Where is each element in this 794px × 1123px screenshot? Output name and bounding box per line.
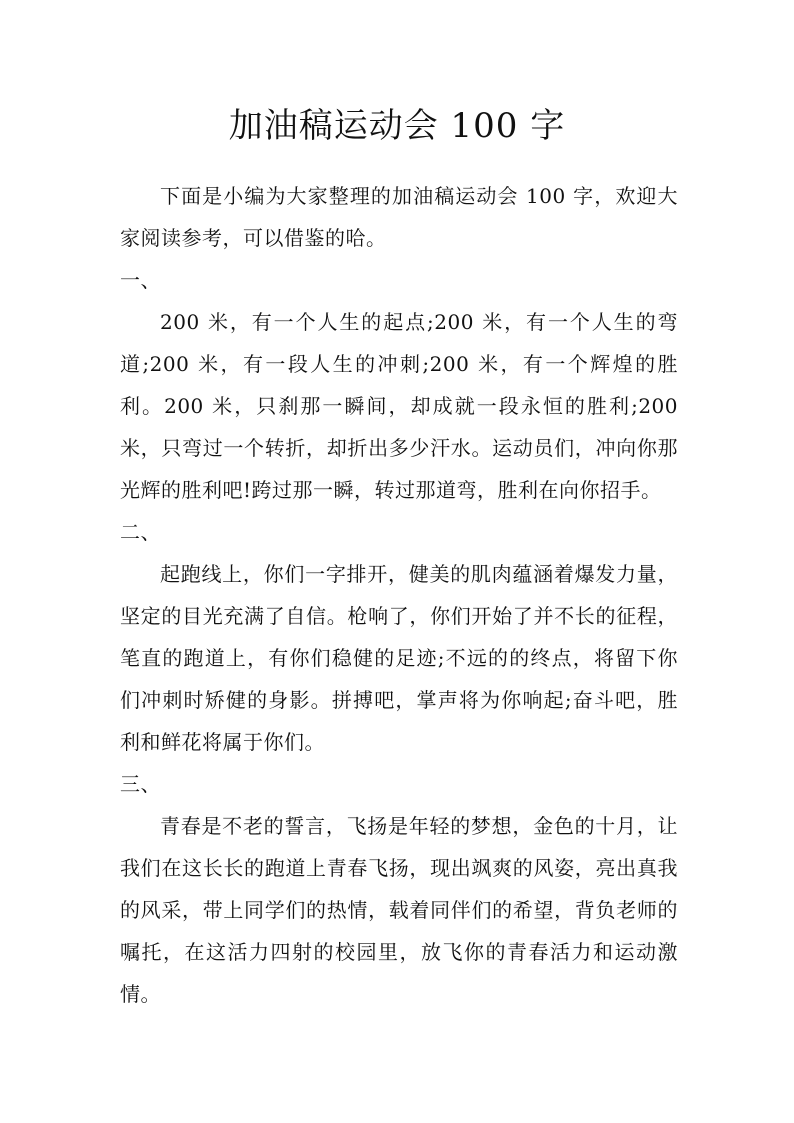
section-heading-3: 三、 — [120, 772, 161, 796]
section-heading-2: 二、 — [120, 520, 161, 544]
intro-paragraph: 下面是小编为大家整理的加油稿运动会 100 字，欢迎大家阅读参考，可以借鉴的哈。 — [120, 184, 678, 250]
section-paragraph-3: 青春是不老的誓言，飞扬是年轻的梦想，金色的十月，让我们在这长长的跑道上青春飞扬，现出飒爽的风姿，亮出真我的风采，带上同学们的热情，载着同伴们的希望，背负老师的嘱托，在这活力四射的校园里，放飞你的青春活力和运动激情。 — [120, 814, 678, 1006]
section-paragraph-2: 起跑线上，你们一字排开，健美的肌肉蕴涵着爆发力量，坚定的目光充满了自信。枪响了，你们开始了并不长的征程，笔直的跑道上，有你们稳健的足迹;不远的的终点，将留下你们冲刺时矫健的身影。拼搏吧，掌声将为你响起;奋斗吧，胜利和鲜花将属于你们。 — [120, 562, 678, 754]
document-title: 加油稿运动会 100 字 — [228, 106, 566, 146]
section-paragraph-1: 200 米，有一个人生的起点;200 米，有一个人生的弯道;200 米，有一段人生的冲刺;200 米，有一个辉煌的胜利。200 米，只刹那一瞬间，却成就一段永恒的胜利;200 米，只弯过一个转折，却折出多少汗水。运动员们，冲向你那光辉的胜利吧!跨过那一瞬，转过那道弯，胜利在向你招手。 — [120, 310, 678, 502]
document-body — [120, 175, 678, 1015]
section-heading-1: 一、 — [120, 268, 161, 292]
